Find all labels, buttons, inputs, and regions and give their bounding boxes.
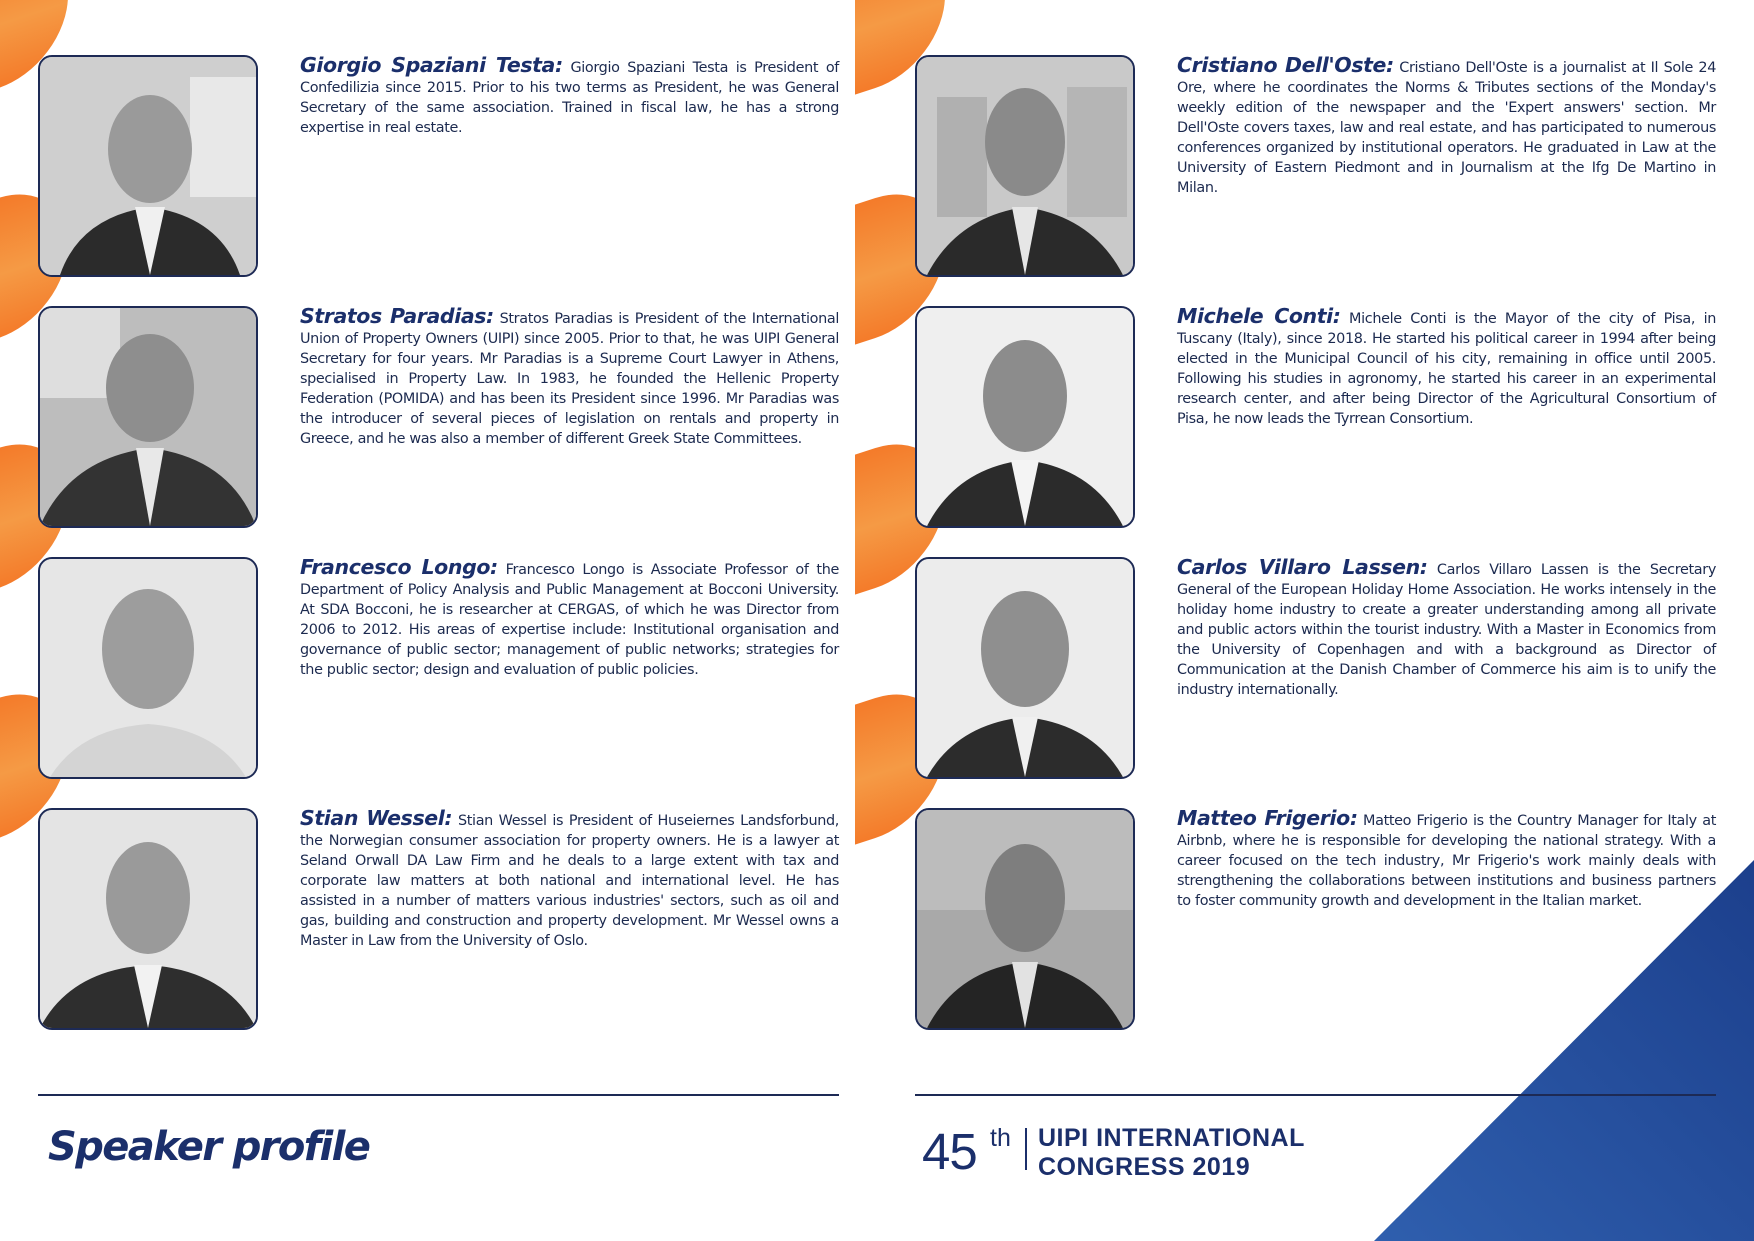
speaker-bio [300,306,839,449]
speaker-photo [38,55,258,277]
speaker-description: Matteo Frigerio is the Country Manager for Italy at Airbnb, where he is responsible for developing the national strategy. With a career focused on the tech industry, Mr Frigerio's work mainly deals with strengthening the collaborations between institutions and business partners to foster community growth and development in the Italian market. [1177,813,1716,909]
speaker-card [915,306,1720,528]
speaker-description: Cristiano Dell'Oste is a journalist at Il Sole 24 Ore, where he coordinates the Norms & Tributes sections of the Monday's weekly edition of the newspaper and the 'Expert answers' section. Mr Dell'Oste covers taxes, law and real estate, and has participated to numerous conferences organized by institutional operators. He graduated in Law at the University of Eastern Piedmont and in Journalism at the Ifg De Martino in Milan. [1177,60,1717,196]
speaker-photo [915,306,1135,528]
speaker-name: Stratos Paradias: [300,304,494,328]
page-title: Speaker profile [48,1124,370,1170]
speaker-card [38,306,843,528]
speaker-description: Stratos Paradias is President of the International Union of Property Owners (UIPI) since 2005. Prior to that, he was UIPI General Secretary for four years. Mr Paradias is a Supreme Court Lawyer in Athens, specialised in Property Law. In 1983, he founded the Hellenic Property Federation (POMIDA) and has been its President since 1996. Mr Paradias was the introducer of several pieces of legislation on rentals and property in Greece, and he was also a member of different Greek State Committees. [300,311,839,447]
congress-title-line1: UIPI INTERNATIONAL [1038,1124,1305,1152]
speaker-name: Cristiano Dell'Oste: [1177,53,1394,77]
congress-number: 45 [922,1123,977,1180]
footer-divider [38,1094,839,1096]
speaker-card [38,55,843,277]
speaker-name: Stian Wessel: [300,806,453,830]
speaker-bio [1177,55,1716,198]
speaker-name: Francesco Longo: [300,555,498,579]
speaker-name: Matteo Frigerio: [1177,806,1358,830]
speaker-description: Francesco Longo is Associate Professor of the Department of Policy Analysis and Public Management at Bocconi University. At SDA Bocconi, he is researcher at CERGAS, of which he was Director from 2006 to 2012. His areas of expertise include: Institutional organisation and governance of public sector; management of public networks; strategies for the public sector; design and evaluation of public policies. [300,562,839,678]
speaker-photo [38,557,258,779]
speaker-photo [915,808,1135,1030]
right-page [877,0,1754,1241]
congress-title-line2: CONGRESS 2019 [1038,1153,1251,1181]
speaker-name: Giorgio Spaziani Testa: [300,53,563,77]
speaker-description: Michele Conti is the Mayor of the city of Pisa, in Tuscany (Italy), since 2018. He started his political career in 1994 after being elected in the Municipal Council of his city, remaining in office until 2005. Following his studies in agronomy, he started his career in an experimental research center, and after being Director of the Agricultural Consortium of Pisa, he now leads the Tyrrean Consortium. [1177,311,1717,427]
speaker-card [915,557,1720,779]
speaker-photo [38,808,258,1030]
footer-divider [915,1094,1716,1096]
speaker-card [915,55,1720,277]
speaker-description: Carlos Villaro Lassen is the Secretary General of the European Holiday Home Association. He works intensely in the holiday home industry to create a greater understanding among all private and public actors within the tourist industry. With a Master in Economics from the University of Copenhagen and with a background as Director of Communication at the Danish Chamber of Commerce his aim is to unify the industry internationally. [1177,562,1716,698]
speaker-bio [300,557,839,680]
speaker-bio [300,808,839,951]
speaker-bio [1177,557,1716,700]
speaker-photo [915,55,1135,277]
speaker-bio [300,55,839,138]
speaker-photo [38,306,258,528]
speaker-description: Giorgio Spaziani Testa is President of Confedilizia since 2015. Prior to his two terms as President, he was General Secretary of the same association. Trained in fiscal law, he has a strong expertise in real estate. [300,60,839,136]
congress-ordinal: th [990,1124,1011,1152]
speaker-card [38,808,843,1030]
speaker-photo [915,557,1135,779]
speaker-bio [1177,306,1716,429]
speaker-name: Carlos Villaro Lassen: [1177,555,1428,579]
speaker-name: Michele Conti: [1177,304,1341,328]
speaker-description: Stian Wessel is President of Huseiernes Landsforbund, the Norwegian consumer association for property owners. He is a lawyer at Seland Orwall DA Law Firm and he deals to a large extent with tax and corporate law matters at both national and international level. He has assisted in a number of matters various industries' sectors, such as oil and gas, building and construction and property development. Mr Wessel owns a Master in Law from the University of Oslo. [300,813,839,949]
blue-corner-decoration [1374,860,1754,1241]
congress-divider [1025,1128,1027,1170]
speaker-card [38,557,843,779]
